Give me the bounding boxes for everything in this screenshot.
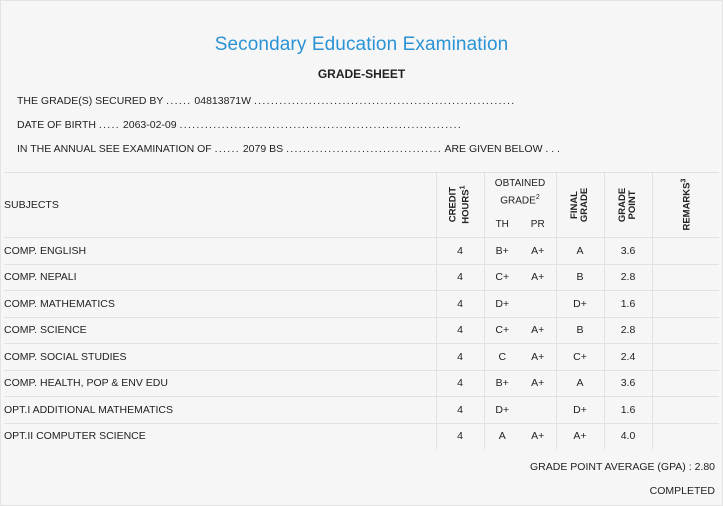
final-grade-cell: A+ <box>556 423 604 449</box>
remarks-cell <box>652 370 719 397</box>
table-row <box>4 264 719 291</box>
exam-label: IN THE ANNUAL SEE EXAMINATION OF <box>17 143 212 155</box>
remarks-cell <box>652 264 719 291</box>
table-header-row <box>4 173 719 212</box>
remarks-cell <box>652 397 719 424</box>
grade-point-cell: 4.0 <box>604 423 652 449</box>
subject-cell: COMP. HEALTH, POP & ENV EDU <box>4 370 436 397</box>
credit-cell: 4 <box>436 317 484 344</box>
final-grade-header: FINAL GRADE <box>556 173 604 238</box>
secured-value: 04813871W <box>194 95 252 107</box>
table-row <box>4 317 719 344</box>
credit-cell: 4 <box>436 264 484 291</box>
pr-grade-cell: A+ <box>520 344 556 371</box>
subject-cell: COMP. NEPALI <box>4 264 436 291</box>
subjects-header: SUBJECTS <box>4 173 436 238</box>
th-header: TH <box>484 211 520 237</box>
exam-line <box>17 143 560 155</box>
th-grade-cell: B+ <box>484 238 520 265</box>
exam-lead-dots: ...... <box>214 143 240 155</box>
table-row <box>4 344 719 371</box>
obtained-grade-header: OBTAINED GRADE$^2$ <box>484 173 556 212</box>
secured-tail-dots: .............................................................. <box>253 95 516 107</box>
grade-point-cell: 1.6 <box>604 291 652 318</box>
final-grade-cell: D+ <box>556 291 604 318</box>
pr-grade-cell <box>520 397 556 424</box>
table-row <box>4 397 719 424</box>
grade-point-cell: 3.6 <box>604 370 652 397</box>
status-text: COMPLETED <box>649 485 715 497</box>
table-row <box>4 423 719 449</box>
remarks-header: REMARKS$^3$ <box>652 173 719 238</box>
subject-cell: OPT.II COMPUTER SCIENCE <box>4 423 436 449</box>
th-grade-cell: B+ <box>484 370 520 397</box>
grade-point-cell: 2.4 <box>604 344 652 371</box>
grade-point-cell: 1.6 <box>604 397 652 424</box>
subject-cell: COMP. SOCIAL STUDIES <box>4 344 436 371</box>
page-title: Secondary Education Examination <box>214 34 509 55</box>
final-grade-cell: A <box>556 238 604 265</box>
grade-point-header: GRADE POINT <box>604 173 652 238</box>
remarks-cell <box>652 291 719 318</box>
th-grade-cell: D+ <box>484 397 520 424</box>
credit-cell: 4 <box>436 423 484 449</box>
credit-cell: 4 <box>436 291 484 318</box>
secured-by-line <box>17 95 515 107</box>
grade-point-cell: 3.6 <box>604 238 652 265</box>
pr-grade-cell <box>520 291 556 318</box>
th-grade-cell: C <box>484 344 520 371</box>
final-grade-cell: A <box>556 370 604 397</box>
dob-tail-dots: ................................................................... <box>179 119 463 131</box>
credit-cell: 4 <box>436 370 484 397</box>
exam-value: 2079 BS <box>242 143 284 155</box>
exam-end-text: ARE GIVEN BELOW . . . <box>444 143 560 155</box>
credit-hours-header: CREDIT HOURS$^1$ <box>436 173 484 238</box>
gpa-value: 2.80 <box>694 461 715 473</box>
dob-lead-dots: ..... <box>98 119 120 131</box>
secured-label: THE GRADE(S) SECURED BY <box>17 95 164 107</box>
pr-header: PR <box>530 218 545 230</box>
remarks-cell <box>652 317 719 344</box>
subject-cell: COMP. MATHEMATICS <box>4 291 436 318</box>
gpa-line <box>530 461 715 473</box>
pr-grade-cell: A+ <box>520 264 556 291</box>
credit-cell: 4 <box>436 397 484 424</box>
credit-cell: 4 <box>436 238 484 265</box>
pr-grade-cell: A+ <box>520 317 556 344</box>
final-grade-cell: B <box>556 317 604 344</box>
th-grade-cell: C+ <box>484 264 520 291</box>
subject-cell: COMP. ENGLISH <box>4 238 436 265</box>
credit-cell: 4 <box>436 344 484 371</box>
grades-table <box>4 172 719 449</box>
final-grade-cell: B <box>556 264 604 291</box>
exam-tail-dots: ..................................... <box>286 143 443 155</box>
final-grade-cell: C+ <box>556 344 604 371</box>
pr-grade-cell: A+ <box>520 423 556 449</box>
dob-value: 2063-02-09 <box>122 119 177 131</box>
table-row <box>4 291 719 318</box>
remarks-cell <box>652 423 719 449</box>
grade-point-cell: 2.8 <box>604 317 652 344</box>
pr-grade-cell: A+ <box>520 370 556 397</box>
th-grade-cell: C+ <box>484 317 520 344</box>
remarks-cell <box>652 238 719 265</box>
table-row <box>4 370 719 397</box>
remarks-cell <box>652 344 719 371</box>
final-grade-cell: D+ <box>556 397 604 424</box>
gpa-label: GRADE POINT AVERAGE (GPA) : <box>530 461 692 473</box>
dob-line <box>17 119 462 131</box>
pr-grade-cell: A+ <box>520 238 556 265</box>
th-grade-cell: A <box>484 423 520 449</box>
dob-label: DATE OF BIRTH <box>17 119 96 131</box>
subject-cell: COMP. SCIENCE <box>4 317 436 344</box>
grade-point-cell: 2.8 <box>604 264 652 291</box>
table-row <box>4 238 719 265</box>
secured-lead-dots: ...... <box>166 95 192 107</box>
th-grade-cell: D+ <box>484 291 520 318</box>
sheet-subtitle: GRADE-SHEET <box>317 67 406 81</box>
subject-cell: OPT.I ADDITIONAL MATHEMATICS <box>4 397 436 424</box>
